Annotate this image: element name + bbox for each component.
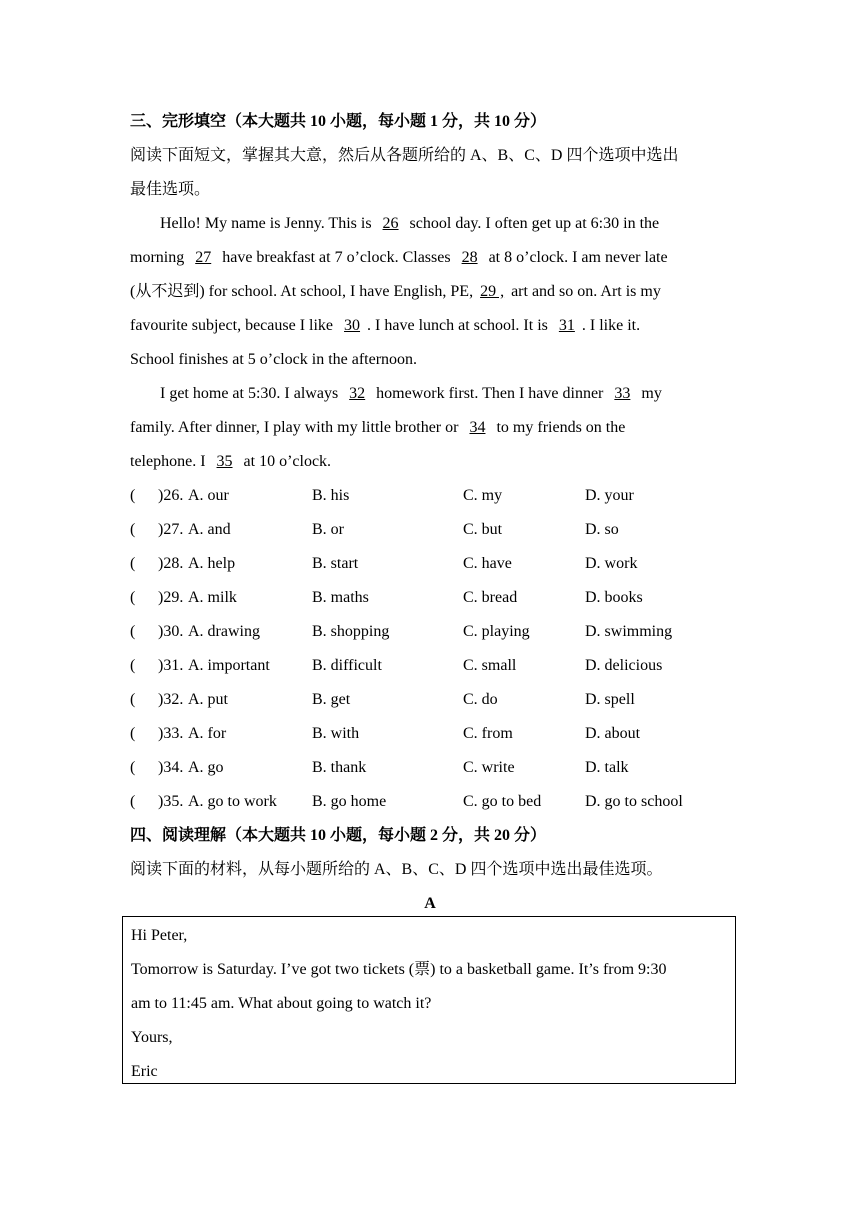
option-a: A. for	[188, 725, 227, 742]
option-b: B. thank	[312, 759, 367, 776]
answer-paren: (	[130, 657, 136, 674]
section-3-instruction-cont: 最佳选项。	[130, 181, 211, 198]
passage-line	[130, 207, 730, 241]
section-4-heading: 四、阅读理解（本大题共 10 小题，每小题 2 分，共 20 分）	[130, 827, 547, 844]
section-3-instruction: 阅读下面短文，掌握其大意，然后从各题所给的 A、B、C、D 四个选项中选出	[130, 147, 679, 164]
blank-27: 27	[195, 249, 212, 266]
option-d: D. swimming	[585, 623, 673, 640]
option-d: D. your	[585, 487, 634, 504]
question-number: )35.	[158, 793, 184, 810]
blank-29: 29 ,	[480, 283, 505, 300]
question-number: )30.	[158, 623, 184, 640]
passage-line	[130, 241, 730, 275]
blank-31: 31	[558, 317, 575, 334]
option-c: C. write	[463, 759, 515, 776]
blank-28: 28	[461, 249, 478, 266]
option-b: B. maths	[312, 589, 369, 606]
passage-text: morning	[130, 249, 189, 266]
passage-text: telephone. I	[130, 453, 210, 470]
answer-paren: (	[130, 487, 136, 504]
option-a: A. go	[188, 759, 224, 776]
passage-text: family. After dinner, I play with my little brother or	[130, 419, 463, 436]
option-d: D. talk	[585, 759, 629, 776]
question-34	[130, 751, 730, 785]
option-c: C. from	[463, 725, 513, 742]
answer-paren: (	[130, 589, 136, 606]
letter-signature: Eric	[131, 1063, 158, 1080]
passage-text: homework first. Then I have dinner	[372, 385, 608, 402]
question-list	[130, 479, 730, 819]
option-b: B. go home	[312, 793, 387, 810]
letter-closing: Yours,	[131, 1029, 173, 1046]
question-number: )29.	[158, 589, 184, 606]
passage-text: my	[637, 385, 662, 402]
question-30	[130, 615, 730, 649]
option-d: D. so	[585, 521, 619, 538]
option-a: A. help	[188, 555, 236, 572]
question-35	[130, 785, 730, 819]
passage-text: at 8 o’clock. I am never late	[484, 249, 668, 266]
blank-32: 32	[349, 385, 366, 402]
answer-paren: (	[130, 725, 136, 742]
option-d: D. spell	[585, 691, 635, 708]
answer-paren: (	[130, 521, 136, 538]
blank-26: 26	[382, 215, 399, 232]
letter-body: Tomorrow is Saturday. I’ve got two tickets (票) to a basketball game. It’s from 9:30	[131, 961, 667, 978]
question-33	[130, 717, 730, 751]
passage-text: . I like it.	[581, 317, 641, 334]
question-number: )27.	[158, 521, 184, 538]
option-b: B. get	[312, 691, 351, 708]
option-d: D. go to school	[585, 793, 683, 810]
blank-35: 35	[216, 453, 233, 470]
answer-paren: (	[130, 691, 136, 708]
passage-text: school day. I often get up at 6:30 in the	[405, 215, 660, 232]
option-a: A. our	[188, 487, 229, 504]
option-c: C. have	[463, 555, 512, 572]
option-b: B. with	[312, 725, 360, 742]
passage-line	[130, 445, 730, 479]
passage-text: favourite subject, because I like	[130, 317, 338, 334]
passage-text: Hello! My name is Jenny. This is	[160, 215, 376, 232]
cloze-passage	[130, 207, 730, 479]
option-c: C. small	[463, 657, 517, 674]
answer-paren: (	[130, 759, 136, 776]
option-c: C. go to bed	[463, 793, 542, 810]
question-31	[130, 649, 730, 683]
answer-paren: (	[130, 623, 136, 640]
passage-line	[130, 275, 730, 309]
exam-page	[130, 105, 730, 921]
passage-label: A	[424, 895, 436, 912]
option-b: B. his	[312, 487, 350, 504]
option-d: D. work	[585, 555, 638, 572]
option-a: A. and	[188, 521, 231, 538]
question-number: )28.	[158, 555, 184, 572]
option-b: B. difficult	[312, 657, 382, 674]
passage-text: at 10 o’clock.	[239, 453, 332, 470]
passage-line: School finishes at 5 o’clock in the afternoon.	[130, 351, 418, 368]
passage-text: I get home at 5:30. I always	[160, 385, 343, 402]
option-d: D. about	[585, 725, 641, 742]
option-c: C. bread	[463, 589, 518, 606]
question-32	[130, 683, 730, 717]
passage-text: to my friends on the	[492, 419, 626, 436]
question-number: )31.	[158, 657, 184, 674]
passage-text: . I have lunch at school. It is	[367, 317, 552, 334]
option-a: A. milk	[188, 589, 237, 606]
blank-30: 30	[344, 317, 361, 334]
passage-text: art and so on. Art is my	[507, 283, 661, 300]
letter-box	[122, 916, 736, 1084]
option-b: B. start	[312, 555, 359, 572]
passage-line	[130, 411, 730, 445]
letter-greeting: Hi Peter,	[131, 927, 188, 944]
answer-paren: (	[130, 555, 136, 572]
question-number: )32.	[158, 691, 184, 708]
option-a: A. drawing	[188, 623, 260, 640]
section-4-instruction: 阅读下面的材料，从每小题所给的 A、B、C、D 四个选项中选出最佳选项。	[130, 861, 663, 878]
question-number: )26.	[158, 487, 184, 504]
option-c: C. playing	[463, 623, 530, 640]
option-d: D. books	[585, 589, 643, 606]
option-d: D. delicious	[585, 657, 663, 674]
option-b: B. or	[312, 521, 344, 538]
option-c: C. but	[463, 521, 503, 538]
question-29	[130, 581, 730, 615]
option-c: C. my	[463, 487, 503, 504]
blank-34: 34	[469, 419, 486, 436]
passage-line	[130, 377, 730, 411]
answer-paren: (	[130, 793, 136, 810]
passage-text: have breakfast at 7 o’clock. Classes	[218, 249, 455, 266]
passage-line	[130, 309, 730, 343]
option-a: A. important	[188, 657, 270, 674]
passage-text: (从不迟到) for school. At school, I have English, PE,	[130, 283, 478, 300]
question-27	[130, 513, 730, 547]
question-number: )34.	[158, 759, 184, 776]
section-3-heading: 三、完形填空（本大题共 10 小题，每小题 1 分，共 10 分）	[130, 113, 547, 130]
question-26	[130, 479, 730, 513]
blank-33: 33	[614, 385, 631, 402]
option-c: C. do	[463, 691, 498, 708]
option-a: A. go to work	[188, 793, 277, 810]
option-a: A. put	[188, 691, 228, 708]
letter-body: am to 11:45 am. What about going to watch it?	[131, 995, 432, 1012]
question-number: )33.	[158, 725, 184, 742]
option-b: B. shopping	[312, 623, 390, 640]
question-28	[130, 547, 730, 581]
